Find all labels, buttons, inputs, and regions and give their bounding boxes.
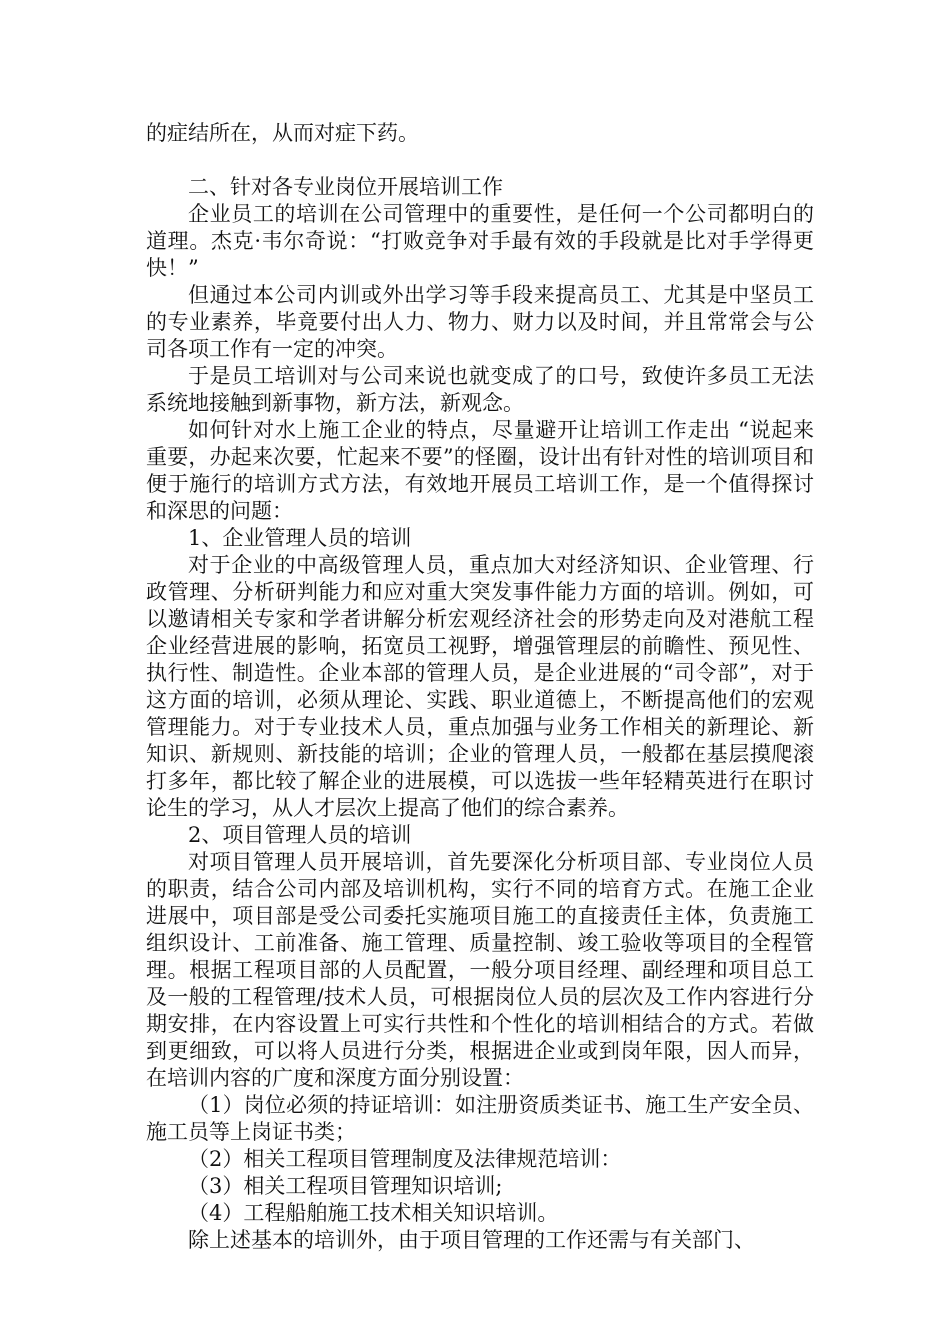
paragraph-question: 如何针对水上施工企业的特点，尽量避开让培训工作走出 “说起来重要，办起来次要，忙起来不要”的怪圈，设计出有针对性的培训项目和便于施行的培训方式方法，有效地开展员工培训工作，是一个值得探讨和深思的问题： bbox=[146, 418, 814, 523]
paragraph-gap bbox=[146, 147, 814, 174]
paragraph-cost: 但通过本公司内训或外出学习等手段来提高员工、尤其是中坚员工的专业素养，毕竟要付出人力、物力、财力以及时间，并且常常会与公司各项工作有一定的冲突。 bbox=[146, 283, 814, 361]
paragraph-project: 对项目管理人员开展培训，首先要深化分析项目部、专业岗位人员的职责，结合公司内部及培训机构，实行不同的培育方式。在施工企业进展中，项目部是受公司委托实施项目施工的直接责任主体，负责施工组织设计、工前准备、施工管理、质量控制、竣工验收等项目的全程管理。根据工程项目部的人员配置，一般分项目经理、副经理和项目总工及一般的工程管理/技术人员，可根据岗位人员的层次及工作内容进行分期安排，在内容设置上可实行共性和个性化的培训相结合的方式。若做到更细致，可以将人员进行分类，根据进企业或到岗年限，因人而异，在培训内容的广度和深度方面分别设置： bbox=[146, 850, 814, 1090]
continuation-text: 的症结所在，从而对症下药。 bbox=[146, 121, 419, 145]
subsection-heading-project: 2、项目管理人员的培训 bbox=[188, 823, 412, 847]
subsection-heading-management: 1、企业管理人员的培训 bbox=[188, 526, 412, 550]
document-page bbox=[146, 120, 814, 1254]
paragraph-importance: 企业员工的培训在公司管理中的重要性，是任何一个公司都明白的道理。杰克·韦尔奇说：“打败竞争对手最有效的手段就是比对手学得更快！” bbox=[146, 202, 814, 280]
paragraph-slogan: 于是员工培训对与公司来说也就变成了的口号，致使许多员工无法系统地接触到新事物，新方法，新观念。 bbox=[146, 364, 814, 415]
list-item: （2）相关工程项目管理制度及法律规范培训： bbox=[188, 1147, 622, 1171]
paragraph-closing: 除上述基本的培训外，由于项目管理的工作还需与有关部门、 bbox=[188, 1228, 755, 1252]
paragraph-management: 对于企业的中高级管理人员，重点加大对经济知识、企业管理、行政管理、分析研判能力和应对重大突发事件能力方面的培训。例如，可以邀请相关专家和学者讲解分析宏观经济社会的形势走向及对港航工程企业经营进展的影响，拓宽员工视野，增强管理层的前瞻性、预见性、执行性、制造性。企业本部的管理人员，是企业进展的“司令部”，对于这方面的培训，必须从理论、实践、职业道德上，不断提高他们的宏观管理能力。对于专业技术人员，重点加强与业务工作相关的新理论、新知识、新规则、新技能的培训；企业的管理人员，一般都在基层摸爬滚打多年，都比较了解企业的进展模，可以选拔一些年轻精英进行在职讨论生的学习，从人才层次上提高了他们的综合素养。 bbox=[146, 553, 814, 820]
section-heading: 二、针对各专业岗位开展培训工作 bbox=[188, 175, 503, 199]
list-item: （1）岗位必须的持证培训：如注册资质类证书、施工生产安全员、施工员等上岗证书类； bbox=[146, 1093, 814, 1144]
list-item: （3）相关工程项目管理知识培训; bbox=[188, 1174, 503, 1198]
list-item: （4）工程船舶施工技术相关知识培训。 bbox=[188, 1201, 559, 1225]
